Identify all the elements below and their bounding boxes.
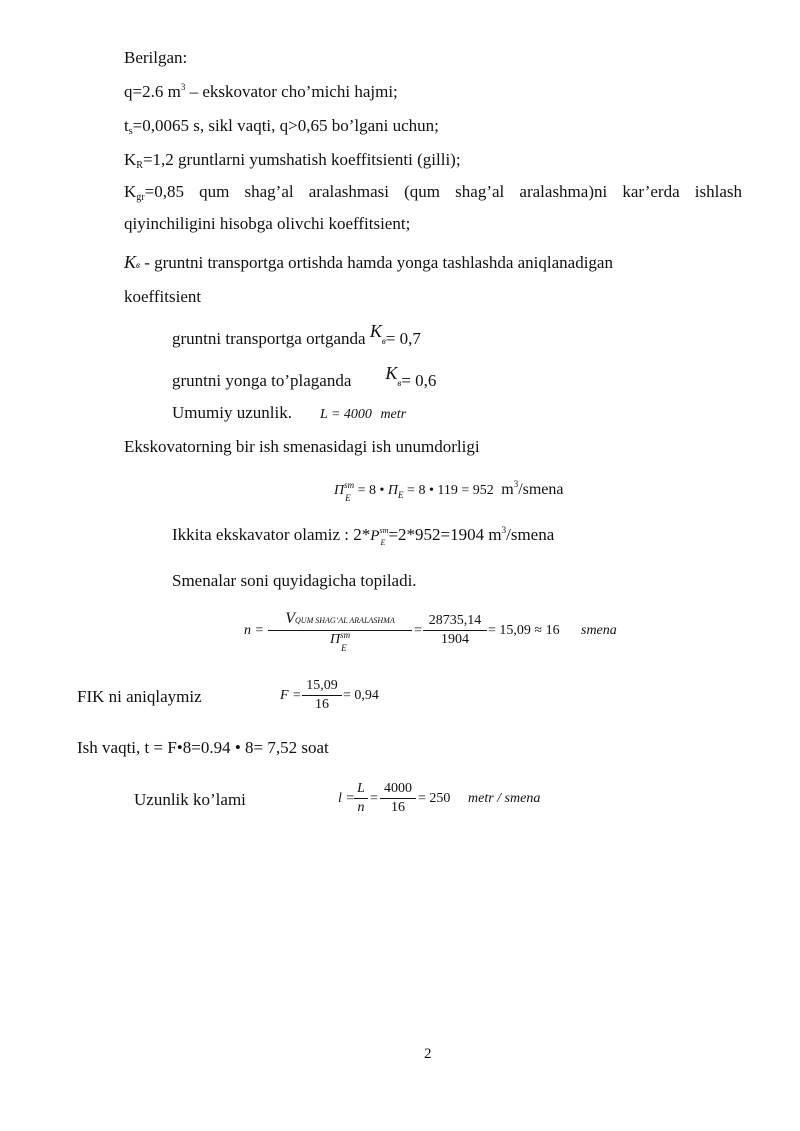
l-fraction-2: 4000 16 <box>380 781 416 816</box>
productivity-heading: Ekskovatorning bir ish smenasidagi ish unumdorligi <box>124 437 480 456</box>
fik-label: FIK ni aniqlaymiz <box>77 687 202 706</box>
l-eq: = <box>370 791 378 806</box>
difficulty-coefficient-cont: qiyinchiligini hisobga olivchi koeffitsient; <box>124 214 411 233</box>
transport-loading-line: gruntni transportga ortganda Kв= 0,7 <box>172 321 421 348</box>
loosening-coefficient-line: $K_R=1,2$ gruntlarni yumshatish koeffitsienti (gilli); <box>124 150 461 171</box>
kv-coefficient-line: Kв - gruntni transportga ortishda hamda yonga tashlashda aniqlanadigan <box>124 252 613 272</box>
bucket-volume-line: q=2.6 $m^3$ – ekskovator cho’michi hajmi; <box>124 82 398 101</box>
n-result: = 15,09 ≈ 16 <box>488 623 560 638</box>
n-fraction-2: 28735,14 1904 <box>423 613 487 648</box>
n-eq: = <box>414 623 422 638</box>
n-lhs: n = <box>244 623 264 638</box>
given-heading: Berilgan: <box>124 48 188 67</box>
side-dumping-line: gruntni yonga to’plaganda Kв= 0,6 <box>172 363 437 390</box>
l-fraction-1: L n <box>354 781 368 816</box>
l-unit: metr / smena <box>468 791 541 806</box>
work-time-line: Ish vaqti, t = F•8=0.94 • 8= 7,52 soat <box>77 738 329 757</box>
cycle-time-line: $t_s=0,0065$ s, sikl vaqti, q>0,65 bo’lgani uchun; <box>124 116 439 137</box>
shifts-intro-line: Smenalar soni quyidagicha topiladi. <box>172 571 417 590</box>
l-result: = 250 <box>418 791 451 806</box>
f-result: = 0,94 <box>343 688 379 703</box>
f-fraction: 15,09 16 <box>302 678 342 713</box>
kv-coefficient-cont: koeffitsient <box>124 287 202 306</box>
difficulty-coefficient-line: $K_{gr}=0,85$ qum shag’al aralashmasi (qum shag’al aralashma)ni kar’erda ishlash <box>124 182 742 203</box>
productivity-formula: П sm E = 8 • $П_E = 8$ • 119 = 952 $m^3$/smena <box>334 479 564 503</box>
n-unit: smena <box>581 623 617 638</box>
f-lhs: F = <box>280 688 302 703</box>
n-fraction-1: VQUM SHAG’AL ARALASHMA П sm E <box>268 611 412 648</box>
length-label: Uzunlik ko’lami <box>134 790 246 809</box>
page-number: 2 <box>424 1046 432 1062</box>
two-excavators-line: Ikkita ekskavator olamiz : 2*P sm E =2*952=1904 $m^3$/smena <box>172 525 555 547</box>
l-lhs: l = <box>338 791 355 806</box>
total-length-line: Umumiy uzunlik. L = 4000 metr <box>172 403 407 422</box>
